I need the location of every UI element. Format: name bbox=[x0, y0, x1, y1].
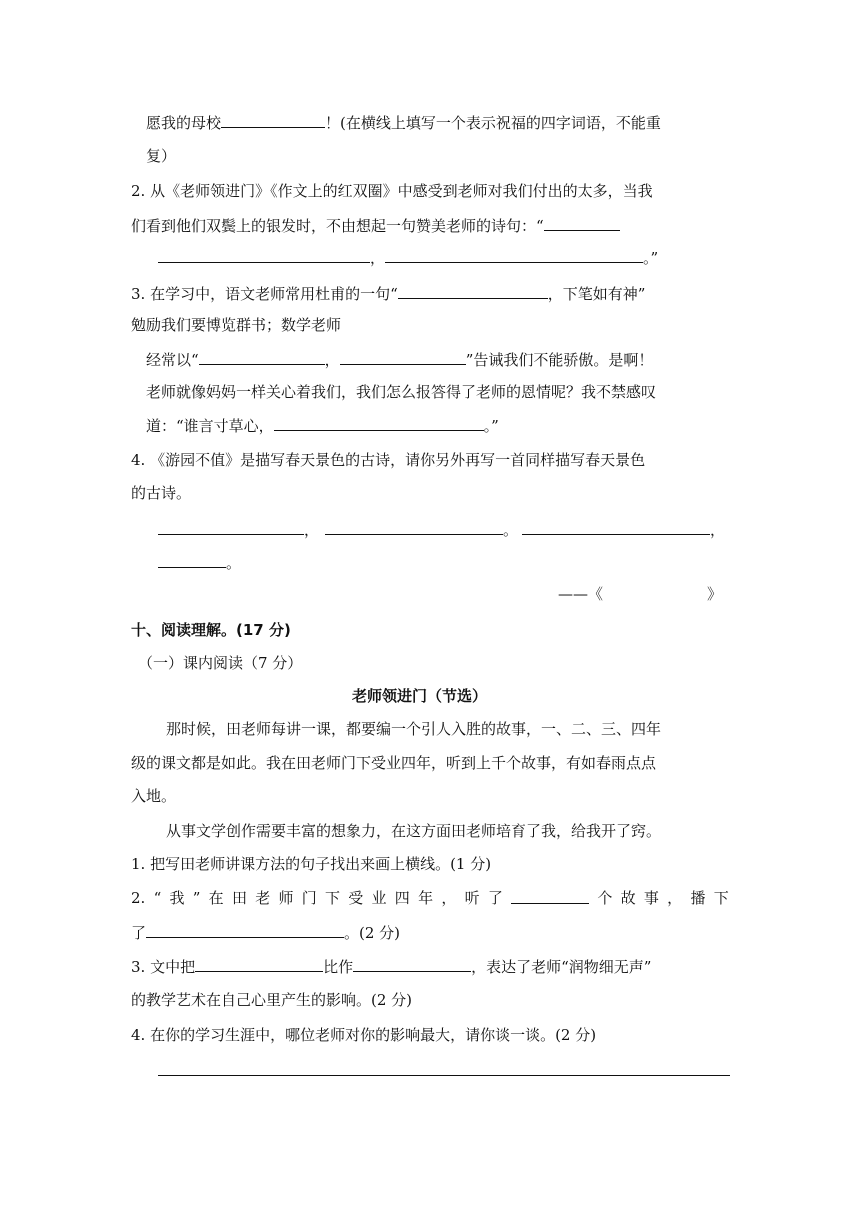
r2-w8: 门 bbox=[301, 889, 317, 907]
reading-q3-line-1 bbox=[131, 955, 651, 977]
passage-p2-l1: 从事文学创作需要丰富的想象力，在这方面田老师培育了我，给我开了窍。 bbox=[166, 822, 662, 840]
passage-p1-l1: 那时候，田老师每讲一课，都要编一个引人入胜的故事，一、二、三、四年 bbox=[166, 720, 662, 738]
r2-w16: 了 bbox=[487, 889, 503, 907]
q1-text-a: 愿我的母校 bbox=[146, 114, 222, 132]
q4-blank-3[interactable] bbox=[522, 518, 710, 535]
passage-p1-l3: 入地。 bbox=[131, 787, 177, 805]
r2-t2: 事 bbox=[643, 889, 659, 907]
r2-t0: 个 bbox=[597, 889, 613, 907]
r2-t5: 下 bbox=[713, 889, 729, 907]
reading-q2-line-1 bbox=[131, 887, 729, 909]
q2-blank-1[interactable] bbox=[544, 214, 620, 231]
r2-blank-1[interactable] bbox=[511, 887, 589, 904]
q4-punct-4: 。 bbox=[226, 554, 242, 572]
q3-text-d: 经常以“ bbox=[146, 351, 199, 369]
r2-t4: 播 bbox=[690, 889, 706, 907]
q4-punct-1: ， bbox=[304, 521, 320, 539]
q3-line-1 bbox=[131, 282, 645, 304]
q3-text-b: ，下笔如有神” bbox=[547, 285, 646, 303]
q3-blank-2[interactable] bbox=[199, 348, 325, 365]
q2-question-cont: 们看到他们双鬓上的银发时，不由想起一句赞美老师的诗句：“ bbox=[131, 217, 544, 235]
r2-w1: “ bbox=[153, 889, 162, 907]
q1-blank[interactable] bbox=[221, 111, 325, 128]
q3-line-4 bbox=[146, 381, 656, 403]
reading-q4-answer-line[interactable] bbox=[158, 1075, 730, 1076]
r3-blank-2[interactable] bbox=[353, 955, 471, 972]
r2-w12: 四 bbox=[394, 889, 410, 907]
r2-w0: 2. bbox=[131, 889, 146, 907]
r2-blank-2[interactable] bbox=[146, 921, 344, 938]
q3-text-f: 老师就像妈妈一样关心着我们，我们怎么报答得了老师的恩情呢？我不禁感叹 bbox=[146, 383, 657, 401]
q2-sep: ， bbox=[370, 249, 386, 267]
q1-line bbox=[146, 111, 661, 133]
r2-w7: 师 bbox=[278, 889, 294, 907]
q3-line-2 bbox=[131, 314, 341, 336]
q4-blank-2[interactable] bbox=[325, 518, 503, 535]
q4-source-open: ——《 bbox=[558, 585, 604, 603]
q2-question: 2. 从《老师领进门》《作文上的红双圈》中感受到老师对我们付出的太多，当我 bbox=[131, 182, 653, 200]
q4-punct-3: ， bbox=[710, 521, 726, 539]
q3-text-e: ”告诫我们不能骄傲。是啊！ bbox=[465, 351, 654, 369]
r2-w4: 在 bbox=[208, 889, 224, 907]
q4-line-4 bbox=[158, 551, 241, 573]
r2-w2: 我 bbox=[169, 889, 185, 907]
q2-blank-3[interactable] bbox=[385, 246, 643, 263]
r2-t3: ， bbox=[667, 889, 683, 907]
r3-b: 比作 bbox=[323, 958, 354, 976]
q3-blank-3[interactable] bbox=[340, 348, 466, 365]
r2-w10: 受 bbox=[348, 889, 364, 907]
r2-w5: 田 bbox=[231, 889, 247, 907]
passage-title: 老师领进门（节选） bbox=[352, 687, 488, 705]
q2-line-1 bbox=[131, 180, 653, 202]
r2-w9: 下 bbox=[325, 889, 341, 907]
q1-line-2 bbox=[146, 145, 176, 167]
r2-w14: ， bbox=[441, 889, 457, 907]
q3-blank-4[interactable] bbox=[274, 414, 484, 431]
section-10-title: 十、阅读理解。(17 分) bbox=[131, 621, 291, 639]
section-10-sub1: （一）课内阅读（7 分） bbox=[138, 654, 303, 672]
q4-question-cont: 的古诗。 bbox=[131, 484, 192, 502]
q4-question: 4. 《游园不值》是描写春天景色的古诗，请你另外再写一首同样描写春天景色 bbox=[131, 451, 646, 469]
r3-a: 3. 文中把 bbox=[131, 958, 196, 976]
q2-end: 。” bbox=[643, 249, 659, 267]
q2-line-2 bbox=[131, 214, 620, 236]
q4-line-1 bbox=[131, 449, 645, 471]
q3-text-g: 道：“谁言寸草心， bbox=[146, 417, 274, 435]
q4-blank-4[interactable] bbox=[158, 551, 226, 568]
r2-t1: 故 bbox=[620, 889, 636, 907]
q1-text-c: 复） bbox=[146, 147, 177, 165]
q4-blank-1[interactable] bbox=[158, 518, 304, 535]
r2-w15: 听 bbox=[464, 889, 480, 907]
reading-q3-line-2: 的教学艺术在自己心里产生的影响。(2 分) bbox=[131, 991, 413, 1009]
r3-blank-1[interactable] bbox=[195, 955, 323, 972]
q4-punct-2: 。 bbox=[503, 521, 519, 539]
q4-source bbox=[558, 583, 722, 605]
reading-q2-line-2 bbox=[131, 921, 400, 943]
reading-q4: 4. 在你的学习生涯中，哪位老师对你的影响最大，请你谈一谈。(2 分) bbox=[131, 1026, 597, 1044]
q2-line-3 bbox=[158, 246, 658, 268]
r2-l2b: 。(2 分) bbox=[344, 924, 401, 942]
q4-line-3 bbox=[158, 518, 725, 540]
r3-c: ，表达了老师“润物细无声” bbox=[471, 958, 652, 976]
r2-w3: ” bbox=[192, 889, 201, 907]
q3-text-c: 勉励我们要博览群书；数学老师 bbox=[131, 316, 342, 334]
reading-q1: 1. 把写田老师讲课方法的句子找出来画上横线。(1 分) bbox=[131, 855, 492, 873]
r2-w13: 年 bbox=[418, 889, 434, 907]
q3-line-3 bbox=[146, 348, 653, 370]
q4-source-close: 》 bbox=[707, 585, 723, 603]
q4-line-2 bbox=[131, 482, 191, 504]
q3-text-a: 3. 在学习中，语文老师常用杜甫的一句“ bbox=[131, 285, 398, 303]
r2-l2a: 了 bbox=[131, 924, 147, 942]
q1-text-b: ！(在横线上填写一个表示祝福的四字词语，不能重 bbox=[325, 114, 661, 132]
q3-text-h: 。” bbox=[483, 417, 499, 435]
q3-blank-1[interactable] bbox=[398, 282, 548, 299]
passage-p1-l2: 级的课文都是如此。我在田老师门下受业四年，听到上千个故事，有如春雨点点 bbox=[131, 754, 657, 772]
q2-blank-2[interactable] bbox=[158, 246, 370, 263]
r2-w6: 老 bbox=[255, 889, 271, 907]
q3-line-5 bbox=[146, 414, 499, 436]
r2-w11: 业 bbox=[371, 889, 387, 907]
q3-sep: ， bbox=[324, 351, 340, 369]
